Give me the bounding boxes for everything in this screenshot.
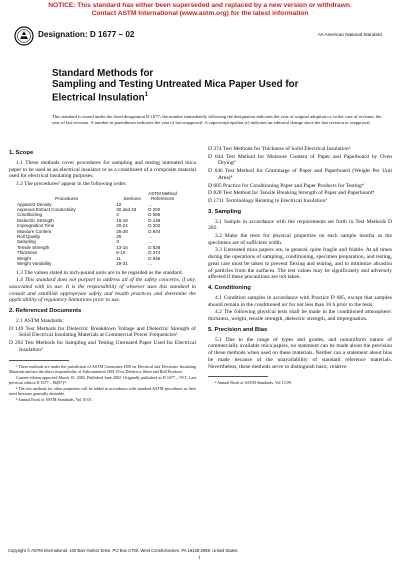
- footnote-3: ³ Annual Book of ASTM Standards, Vol 10.01.: [16, 396, 93, 402]
- reference-d202: D 202 Test Methods for Sampling and Testing Untreated Paper Used for Electrical Insulation³: [9, 340, 196, 353]
- title-line-3: Electrical Insulation$^1$: [52, 92, 148, 104]
- procedure-name: Dielectric Strength: [17, 217, 54, 223]
- procedure-name: Weight: [17, 255, 31, 261]
- procedure-astm-ref: ...: [148, 201, 152, 207]
- procedure-astm-ref: D 202: [148, 207, 161, 213]
- reference-d149: D 149 Test Methods for Dielectric Breakdown Voltage and Dielectric Strength of Solid Electrical Insulating Materials at Commercial Power Frequencies³: [9, 325, 196, 339]
- title-footnote-mark: 1: [144, 92, 148, 99]
- footnote-2: ² The test methods for other properties will be added in accordance with standard ASTM procedures as their need becomes generally desirable.: [9, 385, 196, 396]
- procedure-name: Weight Variability: [17, 261, 52, 267]
- paragraph-1-4: 1.4 This standard does not purport to address all of the safety concerns, if any, associated with its use. It is the responsibility of whoever uses this standard to consult and establish appropriate safety and health practices and determine the applicability of regulatory limitations prior to use.: [9, 277, 196, 304]
- footnote-4: ⁴ Annual Book of ASTM Standards, Vol 15.09.: [215, 380, 292, 386]
- footnote-1: ¹ These methods are under the jurisdiction of ASTM Committee D09 on Electrical and Electronic Insulating Materials and are the direct responsibility of Subcommittee D09.19 on Dielectric Sheet and Roll Products.: [9, 363, 196, 374]
- footnote-1b: Current edition approved March 10, 2002. Published June 2002. Originally published as D 1677 – 59 T. Last previous edition D 1677 – 86(87)ᵉ¹.: [9, 374, 196, 385]
- copyright-footer: Copyright © ASTM International, 100 Barr Harbor Drive, PO Box C700, West Conshohocken, PA 19428-2959, United States.: [8, 548, 239, 553]
- procedure-sections: 12: [116, 201, 122, 207]
- paragraph-5-1: 5.1 Due to the range of types and grades, and nonuniform nature of commercially available mica papers, no statement can be made about the precision of these methods when used on these materials. Neither can a statement about bias be made because of the unavailability of standard reference materials. Nevertheless, these methods serve to distinguish basic, relative: [208, 336, 392, 370]
- footnotes-right: [208, 380, 392, 385]
- procedure-name: Aqueous Extract Conductivity: [17, 207, 76, 213]
- procedure-name: Moisture Content: [17, 228, 52, 234]
- procedure-astm-ref: D 685: [148, 212, 161, 218]
- procedure-sections: 16-18: [116, 217, 128, 223]
- notice-line-1: NOTICE: This standard has either been superseded and replaced by a new version or withdrawn.: [48, 2, 352, 9]
- section-heading-scope: 1. Scope: [9, 150, 34, 156]
- procedure-astm-ref: D 374: [148, 250, 161, 256]
- reference-d1711: D 1711 Terminology Relating to Electrical Insulation³: [208, 197, 327, 204]
- reference-d685: D 685 Practice for Conditioning Paper and Paper Products for Testing⁴: [208, 182, 364, 189]
- procedure-astm-ref: ...: [148, 239, 152, 245]
- procedure-sections: 25: [116, 234, 122, 240]
- paragraph-4-2: 4.2 The following physical tests shall be made in the conditioned atmosphere: thickness, weight, tensile strength, dielectric strength, and impregnation.: [208, 309, 392, 323]
- paragraph-1-3: 1.3 The values stated in inch-pound units are to be regarded as the standard.: [16, 269, 183, 276]
- procedure-name: Impregnation Time: [17, 223, 55, 229]
- procedure-sections: 30 and 33: [116, 207, 137, 213]
- issuance-note: This standard is issued under the fixed designation D 1677; the number immediately following the designation indicates the year of original adoption or, in the case of revision, the year of last revision. A number in parentheses indicates the year of last reapproval. A superscript epsilon (ε) indicates an editorial change since the last revision or reapproval.: [52, 114, 382, 125]
- section-heading-conditioning: 4. Conditioning: [208, 284, 251, 291]
- paragraph-2-1: 2.1 ASTM Standards:: [16, 318, 64, 325]
- footnote-divider: [9, 360, 69, 361]
- reference-d374: D 374 Test Methods for Thickness of Solid Electrical Insulation³: [208, 146, 351, 152]
- document-title: [52, 68, 372, 104]
- american-national-standard-label: An American National Standard: [317, 32, 382, 37]
- procedure-name: Thickness: [17, 250, 38, 256]
- procedure-sections: 6-10: [116, 250, 126, 256]
- procedure-astm-ref: D 202: [148, 223, 161, 229]
- supersession-notice: [0, 2, 400, 17]
- col-header-sections: Sections: [123, 196, 141, 202]
- procedure-sections: 4: [116, 212, 119, 218]
- procedure-name: Conditioning: [17, 212, 43, 218]
- section-heading-sampling: 3. Sampling: [208, 208, 242, 215]
- left-column: [9, 146, 196, 403]
- reference-d644: D 644 Test Method for Moisture Content of Paper and Paperboard by Oven Drying⁴: [208, 153, 392, 167]
- title-line-2: Sampling and Testing Untreated Mica Paper Used for: [52, 79, 299, 91]
- procedure-name: Sampling: [17, 239, 36, 245]
- paragraph-3-1: 3.1 Sample in accordance with the requirements set forth in Test Methods D 202.: [208, 218, 392, 232]
- section-heading-references: 2. Referenced Documents: [9, 308, 82, 315]
- designation: Designation: D 1677 – 02: [38, 30, 135, 39]
- procedure-sections: 13-15: [116, 244, 128, 250]
- page-number: 1: [198, 556, 201, 561]
- procedure-astm-ref: D 828: [148, 244, 161, 250]
- reference-d646: D 646 Test Method for Grammage of Paper and Paperboard (Weight Per Unit Area)⁴: [208, 168, 392, 181]
- reference-d828: D 828 Test Method for Tensile Breaking Strength of Paper and Paperboard⁴: [208, 190, 375, 197]
- procedure-name: Apparent Density: [17, 201, 52, 207]
- paragraph-1-1: 1.1 These methods cover procedures for sampling and testing untreated mica paper to be used as an electrical insulator or as a constituent of a composite material used for electrical insulating purposes.: [9, 160, 196, 180]
- notice-line-2: Contact ASTM International (www.astm.org) for the latest information: [91, 9, 309, 17]
- procedure-astm-ref: D 646: [148, 255, 161, 261]
- procedures-table: [17, 191, 177, 267]
- col-header-procedures: Procedures: [55, 196, 79, 202]
- paragraph-1-2: 1.2 The procedures² appear in the following order:: [16, 181, 127, 188]
- section-heading-precision: 5. Precision and Bias: [208, 326, 268, 333]
- paragraph-3-2: 3.2 Make the tests for physical properties on each sample insofar as the specimens are of sufficient width.: [208, 233, 392, 246]
- footnote-divider-right: [208, 376, 268, 377]
- title-line-1: Standard Methods for: [52, 68, 154, 79]
- procedure-name: Tensile Strength: [17, 244, 50, 250]
- paragraph-4-1: 4.1 Condition samples in accordance with Practice D 685, except that samples should remain in the conditioned air for not less than 16 h prior to the tests.: [208, 294, 392, 308]
- right-column: [208, 146, 392, 386]
- procedure-sections: 11: [116, 255, 121, 261]
- procedure-astm-ref: D 149: [148, 217, 161, 223]
- procedure-sections: 3: [116, 239, 119, 245]
- procedure-astm-ref: ...: [148, 261, 152, 267]
- procedure-row: [17, 261, 177, 266]
- col-header-astm: ASTM Method References: [148, 190, 177, 202]
- procedure-astm-ref: ...: [148, 234, 152, 240]
- procedure-sections: 29-31: [116, 261, 128, 267]
- procedure-astm-ref: D 644: [148, 228, 161, 234]
- paragraph-3-3: 3.3 Untreated mica papers are, in general, quite fragile and friable. At all times during the operations of sampling, conditioning, specimen preparation, and testing, great care must be taken to prevent flexing and tearing, and to minimize abrasion of particles from the surfaces. The test values may be significantly and adversely affected if these precautions are not taken.: [208, 247, 392, 281]
- footnotes: [9, 364, 196, 402]
- procedure-sections: 20-24: [116, 223, 128, 229]
- procedure-sections: 26-28: [116, 228, 128, 234]
- procedure-name: Roll Quality: [17, 234, 41, 240]
- astm-logo-icon: [14, 26, 34, 46]
